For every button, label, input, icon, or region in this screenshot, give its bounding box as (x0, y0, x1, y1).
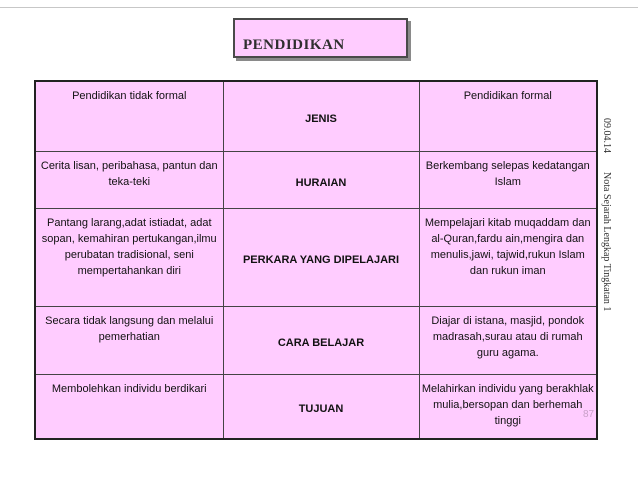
cell-left: Membolehkan individu berdikari (35, 374, 223, 439)
table-row (35, 151, 597, 208)
cell-left: Pendidikan tidak formal (35, 81, 223, 151)
side-date: 09.04.14 (601, 118, 612, 153)
table-row (35, 208, 597, 306)
side-footer-note (598, 118, 612, 348)
table-row (35, 374, 597, 439)
cell-left: Cerita lisan, peribahasa, pantun dan teka-teki (35, 151, 223, 208)
table-row (35, 306, 597, 374)
cell-right: Melahirkan individu yang berakhlak mulia,bersopan dan berhemah tinggi (419, 374, 597, 439)
cell-middle: CARA BELAJAR (223, 306, 419, 374)
title-box (233, 18, 408, 58)
cell-middle: TUJUAN (223, 374, 419, 439)
cell-right: Pendidikan formal (419, 81, 597, 151)
top-divider-line (0, 7, 638, 8)
comparison-table (34, 80, 598, 440)
side-note-text: Nota Sejarah Lengkap Tingkatan 1 (601, 171, 612, 311)
cell-middle: HURAIAN (223, 151, 419, 208)
cell-left: Pantang larang,adat istiadat, adat sopan, kemahiran pertukangan,ilmu perubatan tradisional, seni mempertahankan diri (35, 208, 223, 306)
cell-right: Berkembang selepas kedatangan Islam (419, 151, 597, 208)
slide-title: PENDIDIKAN (243, 37, 345, 53)
cell-right: Diajar di istana, masjid, pondok madrasah,surau atau di rumah guru agama. (419, 306, 597, 374)
page-number: 87 (583, 409, 595, 420)
cell-middle: PERKARA YANG DIPELAJARI (223, 208, 419, 306)
table-row (35, 81, 597, 151)
cell-middle: JENIS (223, 81, 419, 151)
cell-right: Mempelajari kitab muqaddam dan al-Quran,fardu ain,mengira dan menulis,jawi, tajwid,rukun Islam dan rukun iman (419, 208, 597, 306)
cell-left: Secara tidak langsung dan melalui pemerhatian (35, 306, 223, 374)
